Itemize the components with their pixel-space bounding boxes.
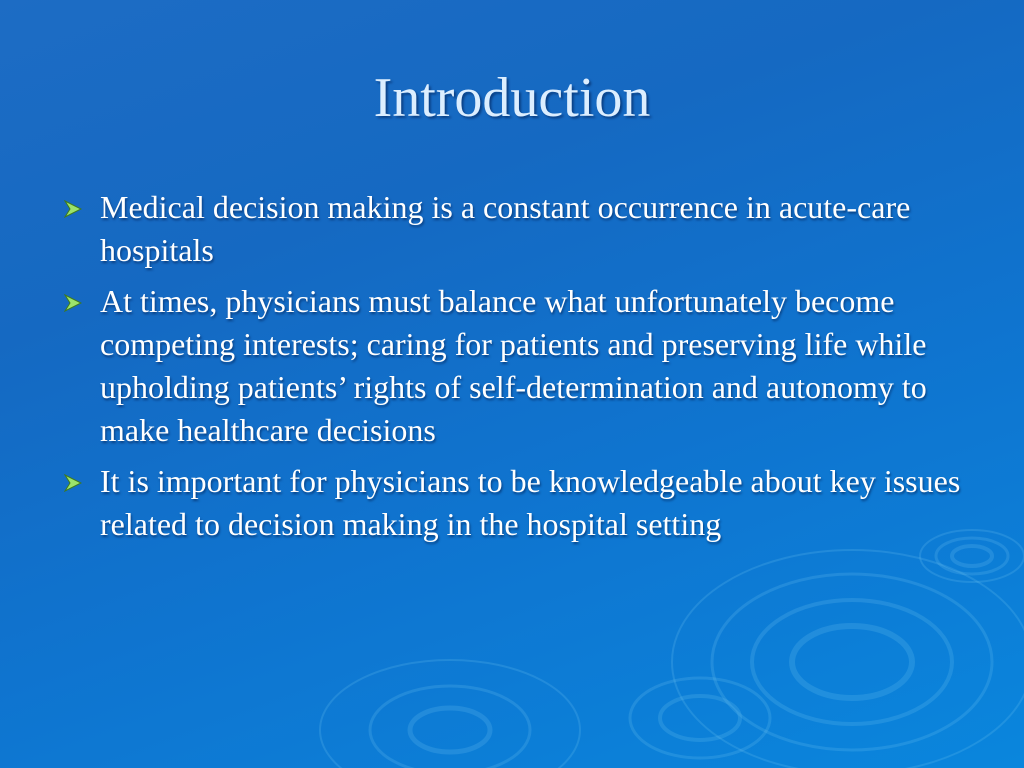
bullet-text: Medical decision making is a constant occurrence in acute-care hospitals	[100, 189, 911, 268]
arrowhead-icon	[64, 474, 82, 492]
arrowhead-icon	[64, 294, 82, 312]
bullet-item	[62, 460, 962, 546]
bullet-list	[62, 186, 962, 554]
bullet-item	[62, 186, 962, 272]
bullet-text: At times, physicians must balance what unfortunately become competing interests; caring for patients and preserving life while upholding patients’ rights of self-determination and autonomy to make healthcare decisions	[100, 283, 927, 448]
slide-title: Introduction	[373, 67, 651, 129]
arrowhead-icon	[64, 200, 82, 218]
bullet-item	[62, 280, 962, 452]
bullet-text: It is important for physicians to be knowledgeable about key issues related to decision making in the hospital setting	[100, 463, 961, 542]
